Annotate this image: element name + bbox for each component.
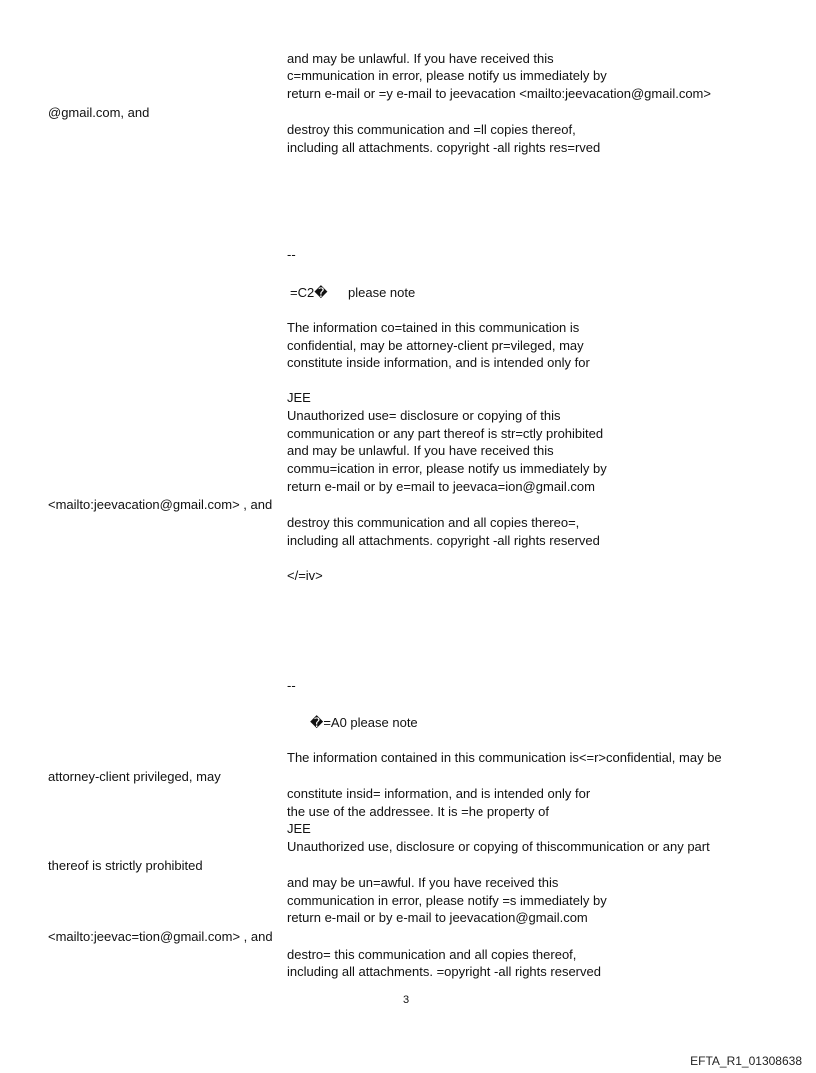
body-line: including all attachments. copyright -all rights res=rved xyxy=(287,140,601,155)
body-line: confidential, may be attorney-client pr=vileged, may xyxy=(287,338,584,353)
body-line: and may be unlawful. If you have received this xyxy=(287,51,554,66)
body-line: destroy this communication and all copies thereo=, xyxy=(287,515,580,530)
body-line: Unauthorized use, disclosure or copying of thiscommunication or any part xyxy=(287,839,710,854)
body-line: and may be unlawful. If you have received this xyxy=(287,443,554,458)
body-line: including all attachments. =opyright -all rights reserved xyxy=(287,964,601,979)
note-label: please note xyxy=(348,285,416,300)
note-label: �=A0 please note xyxy=(310,715,418,730)
body-line: destro= this communication and all copies thereof, xyxy=(287,947,577,962)
body-line: c=mmunication in error, please notify us immediately by xyxy=(287,68,607,83)
body-line: commu=ication in error, please notify us immediately by xyxy=(287,461,607,476)
body-line: return e-mail or by e-mail to jeevacation@gmail.com xyxy=(287,910,588,925)
body-line: communication in error, please notify =s immediately by xyxy=(287,893,607,908)
document-id: EFTA_R1_01308638 xyxy=(690,1054,802,1068)
left-fragment: thereof is strictly prohibited xyxy=(48,858,203,873)
jee-label: JEE xyxy=(287,821,311,836)
body-line: including all attachments. copyright -all rights reserved xyxy=(287,533,600,548)
body-line: return e-mail or =y e-mail to jeevacation <mailto:jeevacation@gmail.com> xyxy=(287,86,711,101)
left-fragment: @gmail.com, and xyxy=(48,105,150,120)
close-tag: </=iv> xyxy=(287,568,323,583)
note-prefix: =C2� xyxy=(290,285,328,300)
body-line: constitute insid= information, and is intended only for xyxy=(287,786,591,801)
body-line: the use of the addressee. It is =he property of xyxy=(287,804,549,819)
body-line: communication or any part thereof is str=ctly prohibited xyxy=(287,426,604,441)
body-line: destroy this communication and =ll copies thereof, xyxy=(287,122,576,137)
jee-label: JEE xyxy=(287,390,311,405)
body-line: The information co=tained in this communication is xyxy=(287,320,580,335)
body-line: and may be un=awful. If you have received this xyxy=(287,875,559,890)
separator-dashes: -- xyxy=(287,247,296,262)
left-fragment: <mailto:jeevacation@gmail.com> , and xyxy=(48,497,273,512)
body-line: The information contained in this communication is<=r>confidential, may be xyxy=(287,750,722,765)
page-number: 3 xyxy=(403,994,410,1006)
body-line: constitute inside information, and is intended only for xyxy=(287,355,590,370)
left-fragment: <mailto:jeevac=tion@gmail.com> , and xyxy=(48,929,273,944)
body-line: Unauthorized use= disclosure or copying of this xyxy=(287,408,561,423)
separator-dashes: -- xyxy=(287,678,296,693)
left-fragment: attorney-client privileged, may xyxy=(48,769,221,784)
body-line: return e-mail or by e=mail to jeevaca=ion@gmail.com xyxy=(287,479,595,494)
